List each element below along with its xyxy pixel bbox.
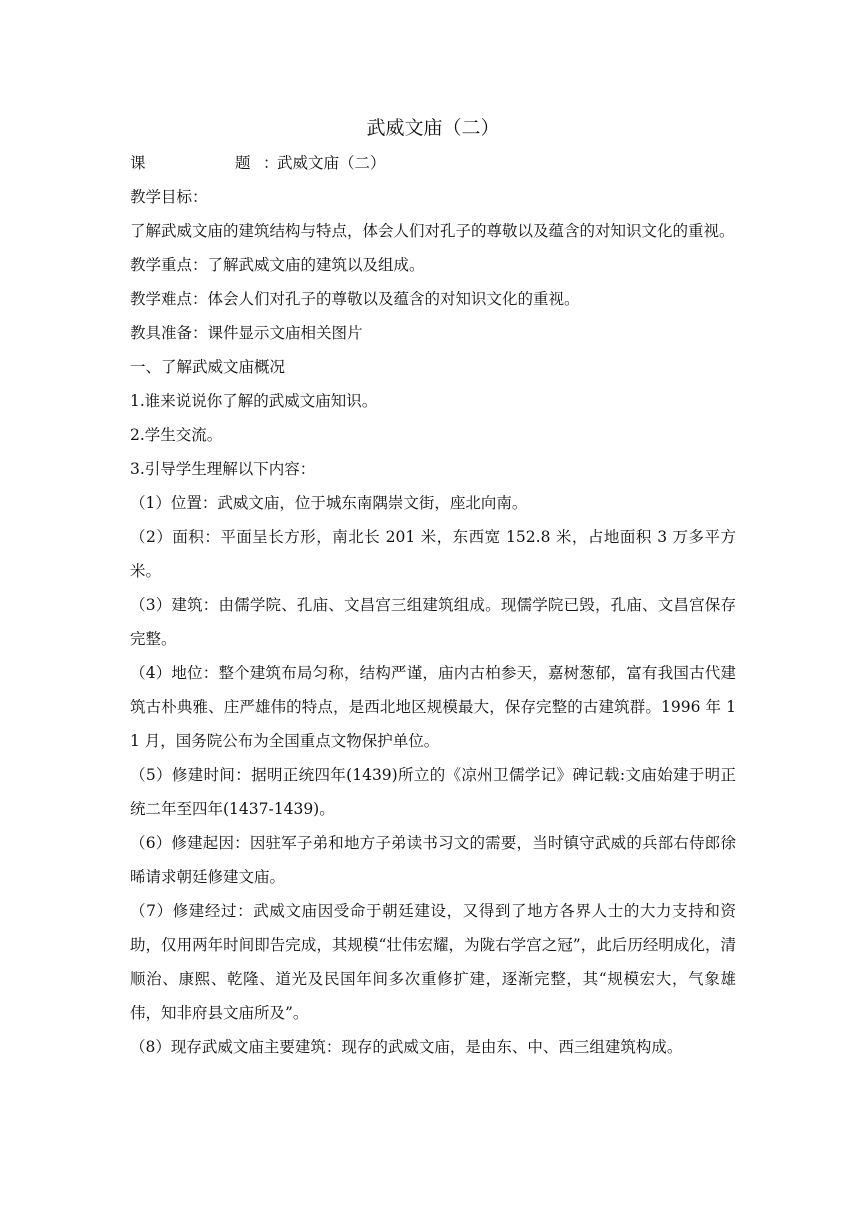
- objectives-heading: 教学目标：: [130, 188, 208, 206]
- subject-line: [130, 146, 736, 180]
- objectives-text: 了解武威文庙的建筑结构与特点，体会人们对孔子的尊敬以及蕴含的对知识文化的重视。: [130, 222, 735, 240]
- content-item-build-time: （5）修建时间：据明正统四年(1439)所立的《凉州卫儒学记》碑记载:文庙始建于明正统二年至四年(1437-1439)。: [130, 766, 736, 818]
- document-body: [130, 110, 736, 1064]
- list-item-2: 2.学生交流。: [130, 426, 223, 444]
- content-item-build-process: （7）修建经过：武威文庙因受命于朝廷建设，又得到了地方各界人士的大力支持和资助，仅用两年时间即告完成，其规模“壮伟宏耀，为陇右学宫之冠”，此后历经明成化，清顺治、康熙、乾隆、道光及民国年间多次重修扩建，逐渐完整，其“规模宏大，气象雄伟，知非府县文庙所及”。: [130, 902, 736, 1022]
- subject-colon: ：: [263, 154, 279, 172]
- section-heading-1: 一、了解武威文庙概况: [130, 358, 286, 376]
- document-title: 武威文庙（二）: [366, 117, 500, 139]
- subject-label-char2: 题: [235, 154, 251, 172]
- list-item-1: 1.谁来说说你了解的武威文庙知识。: [130, 392, 378, 410]
- content-item-location: （1）位置：武威文庙，位于城东南隅崇文街，座北向南。: [130, 494, 528, 512]
- content-item-area: （2）面积：平面呈长方形，南北长 201 米，东西宽 152.8 米，占地面积 3 万多平方米。: [130, 528, 736, 580]
- teaching-aids: 教具准备：课件显示文庙相关图片: [130, 324, 363, 342]
- subject-label-char1: 课: [130, 154, 146, 172]
- content-item-existing-buildings: （8）现存武威文庙主要建筑：现存的武威文庙，是由东、中、西三组建筑构成。: [130, 1038, 683, 1056]
- subject-value: 武威文庙（二）: [277, 154, 386, 172]
- key-points: 教学重点：了解武威文庙的建筑以及组成。: [130, 256, 425, 274]
- difficulties: 教学难点：体会人们对孔子的尊敬以及蕴含的对知识文化的重视。: [130, 290, 580, 308]
- content-item-buildings: （3）建筑：由儒学院、孔庙、文昌宫三组建筑组成。现儒学院已毁，孔庙、文昌宫保存完整。: [130, 596, 736, 648]
- content-item-build-reason: （6）修建起因：因驻军子弟和地方子弟读书习文的需要，当时镇守武威的兵部右侍郎徐晞请求朝廷修建文庙。: [130, 834, 736, 886]
- content-item-status: （4）地位：整个建筑布局匀称，结构严谨，庙内古柏参天，嘉树葱郁，富有我国古代建筑古朴典雅、庄严雄伟的特点，是西北地区规模最大，保存完整的古建筑群。1996 年 11 月，国务院公布为全国重点文物保护单位。: [130, 664, 736, 750]
- list-item-3: 3.引导学生理解以下内容：: [130, 460, 316, 478]
